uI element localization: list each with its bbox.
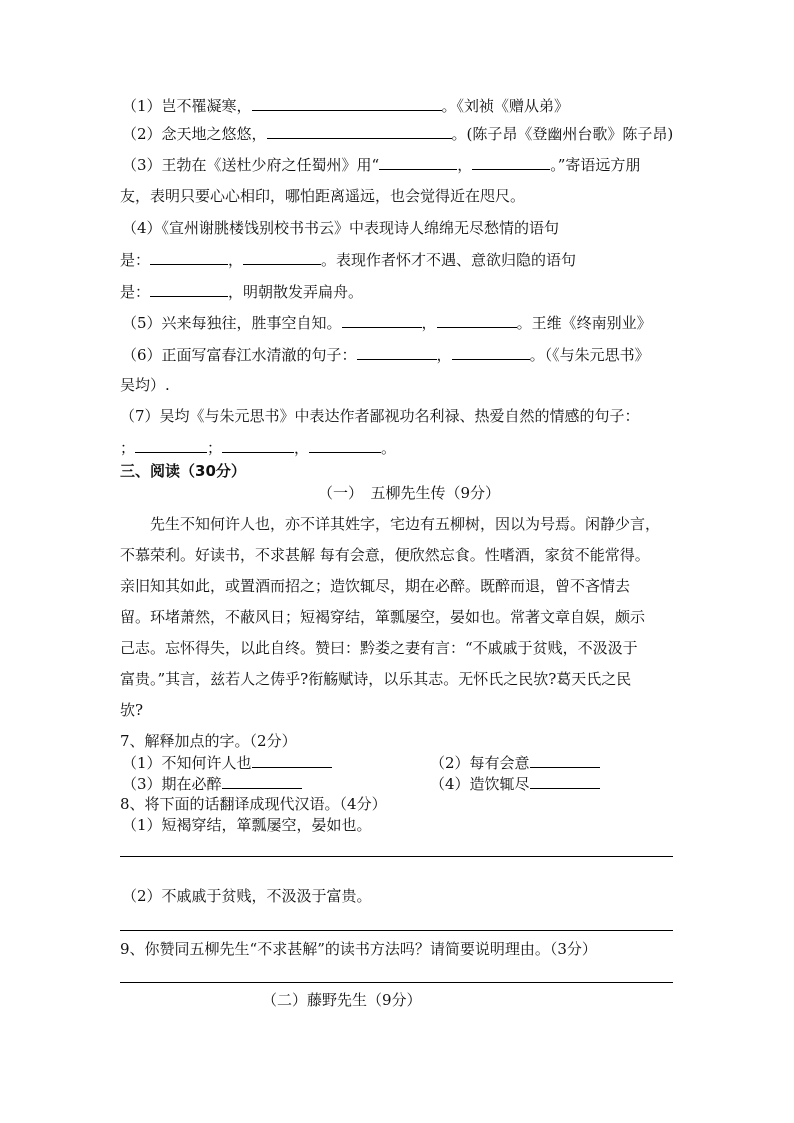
q5-blank-1[interactable] [342,312,422,328]
q7b-blank-1[interactable] [252,752,332,768]
q4-text-a: 是： [120,251,151,269]
question-8-title: 8、将下面的话翻译成现代汉语。（4分） [120,795,387,813]
passage-1-line: 留。环堵萧然，不蔽风日；短褐穿结，箪瓢屡空，晏如也。常著文章自娱，颇示 [120,608,646,626]
q7-blank-1[interactable] [135,437,207,453]
q3-line2: 友，表明只要心心相印，哪怕距离遥远，也会觉得近在咫尺。 [120,187,526,205]
passage-1-line: 不慕荣利。好读书，不求甚解 每有会意，便欣然忘食。性嗜酒，家贫不能常得。 [120,546,650,564]
q7b-blank-3[interactable] [222,773,302,789]
q6-text-a: （6）正面写富春江水清澈的句子： [122,346,357,364]
q7-blank-2[interactable] [222,437,294,453]
q4-text-e: ，明朝散发弄扁舟。 [228,283,364,301]
question-7-item-2 [430,752,600,773]
q7-text-c: ， [294,439,310,457]
q1-suffix: 。《刘祯《赠从弟》 [441,97,570,115]
q4-blank-2[interactable] [243,249,321,265]
q2-blank[interactable] [267,123,452,139]
q4-blank-3[interactable] [150,281,228,297]
q1-blank[interactable] [252,95,442,111]
q7b-blank-4[interactable] [530,773,600,789]
q7b-item-label: （1）不知何许人也 [122,754,252,772]
q7-text-d: 。 [381,439,397,457]
answer-line-8-2[interactable] [120,930,673,931]
q7-text-a: ； [120,439,136,457]
answer-line-9[interactable] [120,982,673,983]
q4-blank-1[interactable] [150,249,228,265]
q7-text-b: ； [207,439,223,457]
q3-text-a: （3）王勃在《送杜少府之任蜀州》用“ [122,156,380,174]
q4-text-b: ， [228,251,244,269]
q6-text-c: 。（《与朱元思书》 [529,346,650,364]
q3-line1 [122,154,640,175]
q4-line3 [120,281,363,302]
q6-blank-1[interactable] [357,344,437,360]
q4-text-c: 。表现作者怀才不遇、意欲归隐的语句 [321,251,577,269]
passage-1-line: 富贵。”其言，兹若人之俦乎?衔觞赋诗，以乐其志。无怀氏之民欤?葛天氏之民 [120,670,632,688]
q5-text-b: ， [421,314,437,332]
q2-suffix: 。(陈子昂《登幽州台歌》陈子昂) [451,125,674,143]
q3-text-c: 。”寄语远方朋 [550,156,641,174]
passage-1-line: 亲旧知其如此，或置酒而招之；造饮辄尽，期在必醉。既醉而退，曾不吝情去 [120,577,631,595]
q4-line1: （4）《宣州谢朓楼饯别校书书云》中表现诗人绵绵无尽愁情的语句 [122,219,560,237]
q7b-item-label: （3）期在必醉 [122,775,222,793]
q6-line2: 吴均）. [120,376,170,394]
q3-text-b: ， [457,156,473,174]
question-9-title: 9、你赞同五柳先生“不求甚解”的读书方法吗？请简要说明理由。（3分） [120,940,597,958]
q7b-item-label: （2）每有会意 [430,754,530,772]
q4-line2 [120,249,576,270]
q7b-blank-2[interactable] [530,752,600,768]
question-7-item-1 [122,752,332,773]
question-8-sentence-1: （1）短褐穿结，箪瓢屡空，晏如也。 [122,816,372,834]
q1-prefix: （1）岂不罹凝寒， [122,97,252,115]
q3-blank-1[interactable] [379,154,457,170]
q4-text-d: 是： [120,283,151,301]
passage-1-line: 先生不知何许人也，亦不详其姓字，宅边有五柳树，因以为号焉。闲静少言， [150,515,661,533]
question-8-sentence-2: （2）不戚戚于贫贱，不汲汲于富贵。 [122,887,372,905]
q5-text-c: 。王维《终南别业》 [516,314,652,332]
passage-2-title: （二）藤野先生（9分） [262,991,422,1009]
q5-line [122,312,652,333]
q6-line1 [122,344,650,365]
q6-blank-2[interactable] [452,344,530,360]
q2-prefix: （2）念天地之悠悠， [122,125,267,143]
q7-line2 [120,437,396,458]
passage-1-title: （一） 五柳先生传（9分） [318,484,501,502]
question-7-title: 7、解释加点的字。（2分） [120,732,297,750]
passage-1-line: 欤? [120,701,144,719]
passage-1-line: 己志。忘怀得失，以此自终。赞曰：黔娄之妻有言：“不戚戚于贫贱，不汲汲于 [120,639,638,657]
q1-line [122,95,569,116]
q2-line [122,123,673,144]
q7b-item-label: （4）造饮辄尽 [430,775,530,793]
q3-blank-2[interactable] [472,154,550,170]
q5-blank-2[interactable] [437,312,517,328]
question-7-item-4 [430,773,600,794]
q7-line1: （7）吴均《与朱元思书》中表达作者鄙视功名利禄、热爱自然的情感的句子： [120,407,640,425]
answer-line-8-1[interactable] [120,856,673,857]
question-7-item-3 [122,773,302,794]
section-3-title: 三、阅读（30分） [120,462,246,480]
q6-text-b: ， [436,346,452,364]
q7-blank-3[interactable] [309,437,381,453]
q5-text-a: （5）兴来每独往，胜事空自知。 [122,314,342,332]
